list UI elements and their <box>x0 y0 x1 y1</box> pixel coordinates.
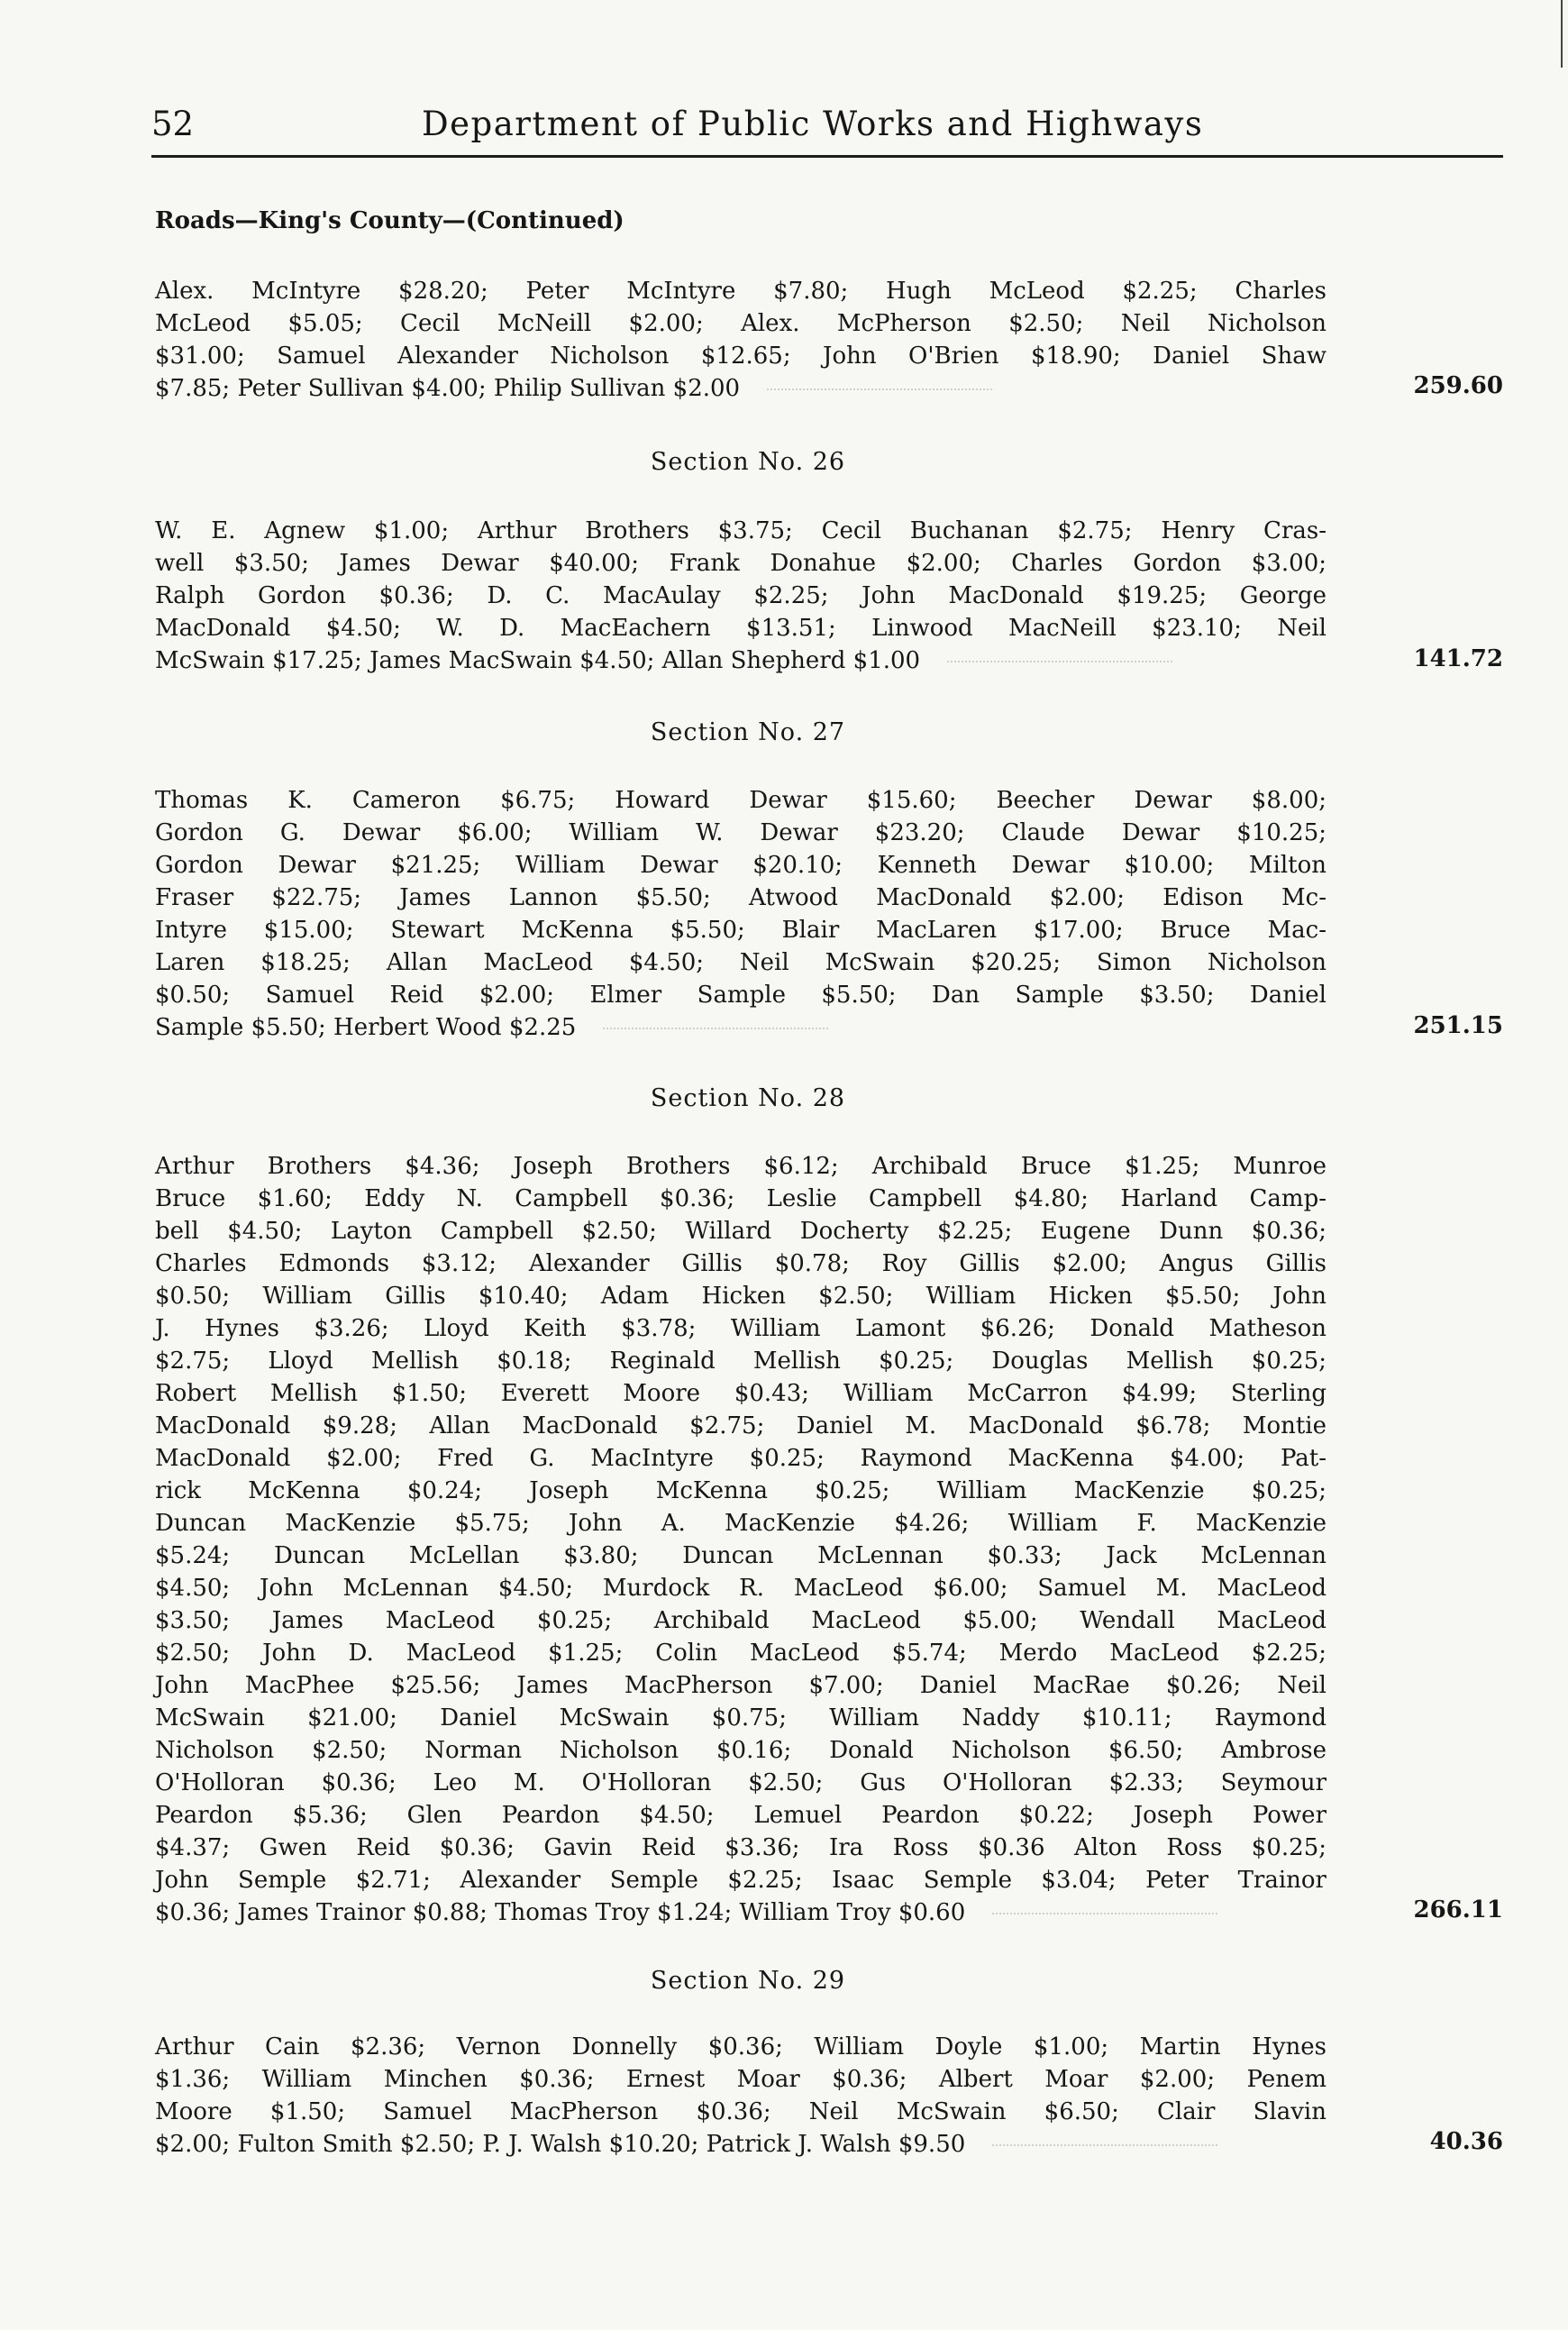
page-edge-mark <box>1561 0 1563 68</box>
entry-line: Nicholson $2.50; Norman Nicholson $0.16; Donald Nicholson $6.50; Ambrose <box>155 1737 1326 1764</box>
entry-line: $4.50; John McLennan $4.50; Murdock R. MacLeod $6.00; Samuel M. MacLeod <box>155 1575 1326 1602</box>
entry-line: Gordon Dewar $21.25; William Dewar $20.10; Kenneth Dewar $10.00; Milton <box>155 852 1326 879</box>
entry-line: $0.50; William Gillis $10.40; Adam Hicken $2.50; William Hicken $5.50; John <box>155 1283 1326 1310</box>
dot-leader <box>767 388 992 390</box>
sub-heading: Roads—King's County—(Continued) <box>155 207 624 234</box>
section-title: Section No. 27 <box>650 718 846 746</box>
page-header <box>151 105 1503 150</box>
entry-line: $1.36; William Minchen $0.36; Ernest Moar $0.36; Albert Moar $2.00; Penem <box>155 2066 1326 2093</box>
section-total: 259.60 <box>1413 372 1503 399</box>
section-total: 141.72 <box>1413 645 1503 672</box>
entry-line: $3.50; James MacLeod $0.25; Archibald MacLeod $5.00; Wendall MacLeod <box>155 1607 1326 1634</box>
section-title: Section No. 29 <box>650 1967 846 1995</box>
entry-line: $2.50; John D. MacLeod $1.25; Colin MacLeod $5.74; Merdo MacLeod $2.25; <box>155 1640 1326 1667</box>
entry-line: $5.24; Duncan McLellan $3.80; Duncan McLennan $0.33; Jack McLennan <box>155 1542 1326 1569</box>
entry-line: MacDonald $2.00; Fred G. MacIntyre $0.25; Raymond MacKenna $4.00; Pat- <box>155 1445 1326 1472</box>
entry-line: Intyre $15.00; Stewart McKenna $5.50; Blair MacLaren $17.00; Bruce Mac- <box>155 917 1326 944</box>
entry-line: Ralph Gordon $0.36; D. C. MacAulay $2.25; John MacDonald $19.25; George <box>155 582 1326 609</box>
section-total: 40.36 <box>1429 2128 1503 2155</box>
entry-line: MacDonald $9.28; Allan MacDonald $2.75; Daniel M. MacDonald $6.78; Montie <box>155 1412 1326 1439</box>
entry-line: Robert Mellish $1.50; Everett Moore $0.43; William McCarron $4.99; Sterling <box>155 1380 1326 1407</box>
entry-line: $2.75; Lloyd Mellish $0.18; Reginald Mellish $0.25; Douglas Mellish $0.25; <box>155 1348 1326 1375</box>
entry-line: Duncan MacKenzie $5.75; John A. MacKenzie $4.26; William F. MacKenzie <box>155 1510 1326 1537</box>
entry-line: $31.00; Samuel Alexander Nicholson $12.65; John O'Brien $18.90; Daniel Shaw <box>155 343 1326 370</box>
entry-line: Bruce $1.60; Eddy N. Campbell $0.36; Leslie Campbell $4.80; Harland Camp- <box>155 1185 1326 1212</box>
entry-line: J. Hynes $3.26; Lloyd Keith $3.78; William Lamont $6.26; Donald Matheson <box>155 1315 1326 1342</box>
entry-line: Arthur Brothers $4.36; Joseph Brothers $6.12; Archibald Bruce $1.25; Munroe <box>155 1153 1326 1180</box>
entry-line: $2.00; Fulton Smith $2.50; P. J. Walsh $10.20; Patrick J. Walsh $9.50 <box>155 2128 1326 2161</box>
entry-line: John MacPhee $25.56; James MacPherson $7.00; Daniel MacRae $0.26; Neil <box>155 1672 1326 1699</box>
entry-line: $4.37; Gwen Reid $0.36; Gavin Reid $3.36; Ira Ross $0.36 Alton Ross $0.25; <box>155 1834 1326 1861</box>
section-title: Section No. 28 <box>650 1084 846 1112</box>
entry-line: O'Holloran $0.36; Leo M. O'Holloran $2.50; Gus O'Holloran $2.33; Seymour <box>155 1769 1326 1796</box>
dot-leader <box>992 2144 1217 2146</box>
dot-leader <box>947 661 1172 662</box>
section-total: 251.15 <box>1413 1012 1503 1039</box>
entry-line: John Semple $2.71; Alexander Semple $2.25; Isaac Semple $3.04; Peter Trainor <box>155 1867 1326 1894</box>
entry-line: W. E. Agnew $1.00; Arthur Brothers $3.75; Cecil Buchanan $2.75; Henry Cras- <box>155 517 1326 544</box>
entry-section-26 <box>155 515 1326 677</box>
entry-line: Arthur Cain $2.36; Vernon Donnelly $0.36; William Doyle $1.00; Martin Hynes <box>155 2033 1326 2060</box>
entry-section-28 <box>155 1150 1326 1929</box>
entry-line: Laren $18.25; Allan MacLeod $4.50; Neil McSwain $20.25; Simon Nicholson <box>155 949 1326 976</box>
entry-line: Gordon G. Dewar $6.00; William W. Dewar $23.20; Claude Dewar $10.25; <box>155 819 1326 846</box>
entry-line: McSwain $17.25; James MacSwain $4.50; Allan Shepherd $1.00 <box>155 644 1326 677</box>
entry-line: McSwain $21.00; Daniel McSwain $0.75; William Naddy $10.11; Raymond <box>155 1704 1326 1732</box>
section-total: 266.11 <box>1413 1896 1503 1923</box>
section-title: Section No. 26 <box>650 448 846 476</box>
entry-line: well $3.50; James Dewar $40.00; Frank Donahue $2.00; Charles Gordon $3.00; <box>155 550 1326 577</box>
dot-leader <box>992 1913 1217 1914</box>
entry-line: $0.50; Samuel Reid $2.00; Elmer Sample $5.50; Dan Sample $3.50; Daniel <box>155 982 1326 1009</box>
entry-line: McLeod $5.05; Cecil McNeill $2.00; Alex. McPherson $2.50; Neil Nicholson <box>155 310 1326 337</box>
entry-line: Fraser $22.75; James Lannon $5.50; Atwood MacDonald $2.00; Edison Mc- <box>155 884 1326 911</box>
entry-line: Charles Edmonds $3.12; Alexander Gillis $0.78; Roy Gillis $2.00; Angus Gillis <box>155 1250 1326 1277</box>
entry-line: Peardon $5.36; Glen Peardon $4.50; Lemuel Peardon $0.22; Joseph Power <box>155 1802 1326 1829</box>
entry-line: MacDonald $4.50; W. D. MacEachern $13.51; Linwood MacNeill $23.10; Neil <box>155 615 1326 642</box>
entry-line: Thomas K. Cameron $6.75; Howard Dewar $15.60; Beecher Dewar $8.00; <box>155 787 1326 814</box>
entry-section-29 <box>155 2031 1326 2161</box>
entry-line: rick McKenna $0.24; Joseph McKenna $0.25; William MacKenzie $0.25; <box>155 1477 1326 1504</box>
running-title: Department of Public Works and Highways <box>422 105 1204 143</box>
entry-line: Moore $1.50; Samuel MacPherson $0.36; Neil McSwain $6.50; Clair Slavin <box>155 2098 1326 2125</box>
entry-continued <box>155 275 1326 405</box>
entry-section-27 <box>155 784 1326 1044</box>
entry-line: bell $4.50; Layton Campbell $2.50; Willard Docherty $2.25; Eugene Dunn $0.36; <box>155 1218 1326 1245</box>
entry-line: $0.36; James Trainor $0.88; Thomas Troy $1.24; William Troy $0.60 <box>155 1896 1326 1929</box>
entry-line: $7.85; Peter Sullivan $4.00; Philip Sullivan $2.00 <box>155 372 1326 405</box>
dot-leader <box>603 1028 828 1029</box>
page-number: 52 <box>151 105 195 143</box>
entry-line: Alex. McIntyre $28.20; Peter McIntyre $7.80; Hugh McLeod $2.25; Charles <box>155 278 1326 305</box>
entry-line: Sample $5.50; Herbert Wood $2.25 <box>155 1011 1326 1044</box>
header-rule <box>151 155 1503 158</box>
